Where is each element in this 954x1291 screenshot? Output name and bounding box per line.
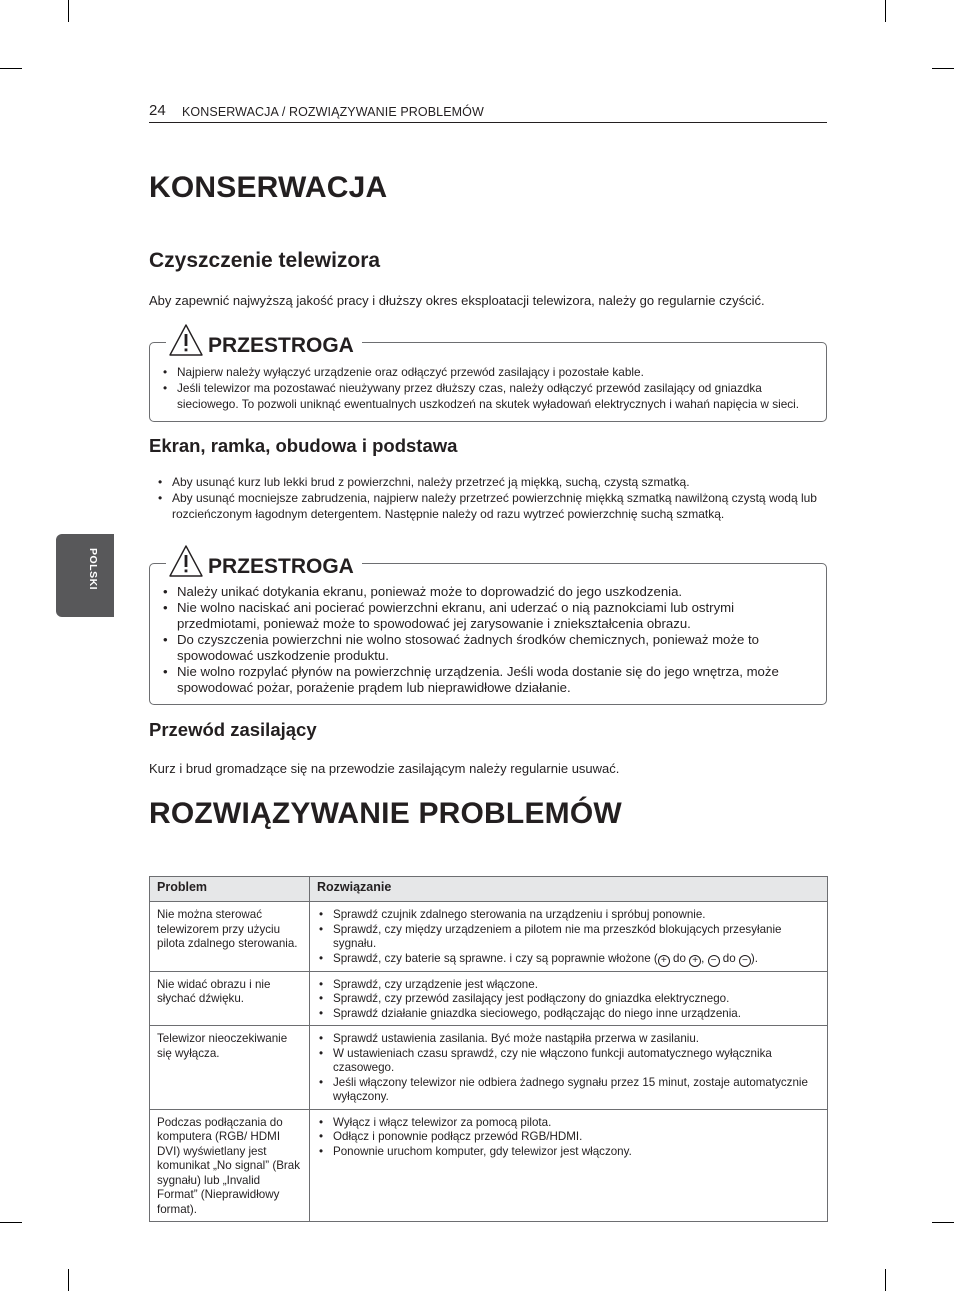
list-item: • Aby usunąć mocniejsze zabrudzenia, najpierw należy przetrzeć powierzchnię miękką szmatką nawilżoną czystą wodą lub rozcieńczonym łagodnym detergentem. Następnie należy od razu wytrzeć powierzchnię suchą szmatką. — [158, 490, 826, 522]
header-section-title: KONSERWACJA / ROZWIĄZYWANIE PROBLEMÓW — [182, 105, 484, 119]
list-item: • Jeśli włączony telewizor nie odbiera żadnego sygnału przez 15 minut, zostaje automatycznie wyłączony. — [317, 1076, 821, 1105]
list-item: • Do czyszczenia powierzchni nie wolno stosować żadnych środków chemicznych, ponieważ może to spowodować uszkodzenie produktu. — [163, 632, 813, 664]
caution-list-2 — [163, 584, 813, 696]
running-header — [149, 102, 827, 123]
table-row — [150, 1026, 828, 1110]
battery-text-to: do — [669, 951, 690, 965]
list-item: • Najpierw należy wyłączyć urządzenie oraz odłączyć przewód zasilający i pozostałe kable. — [163, 364, 823, 380]
list-item: • Nie wolno naciskać ani pocierać powierzchni ekranu, ani uderzać o nią paznokciami lub ostrymi przedmiotami, ponieważ może to spowodować jej zarysowanie i zniekształcenia obrazu. — [163, 600, 813, 632]
battery-text-before: Sprawdź, czy baterie są sprawne. i czy są poprawnie włożone ( — [333, 951, 658, 965]
caution-label-1: PRZESTROGA — [208, 334, 354, 357]
power-cord-text: Kurz i brud gromadzące się na przewodzie zasilającym należy regularnie usuwać. — [149, 761, 620, 776]
list-item: • Sprawdź czujnik zdalnego sterowania na urządzeniu i spróbuj ponownie. — [317, 908, 821, 923]
problem-cell: Telewizor nieoczekiwanie się wyłącza. — [150, 1026, 310, 1110]
language-tab-label: POLSKI — [87, 548, 99, 591]
caution-header-2 — [166, 544, 362, 578]
list-item: • Sprawdź działanie gniazdka sieciowego, podłączając do niego inne urządzenia. — [317, 1007, 821, 1022]
column-header-solution: Rozwiązanie — [310, 877, 828, 902]
list-item: • W ustawieniach czasu sprawdź, czy nie włączono funkcji automatycznego wyłącznika czasowego. — [317, 1047, 821, 1076]
caution-box-1 — [149, 334, 827, 422]
crop-mark — [0, 1222, 22, 1223]
cleaning-title: Czyszczenie telewizora — [149, 249, 381, 272]
list-item: • Aby usunąć kurz lub lekki brud z powierzchni, należy przetrzeć ją miękką, suchą, czystą szmatką. — [158, 474, 826, 490]
crop-mark — [932, 1222, 954, 1223]
table-header-row — [150, 877, 828, 902]
list-item: • Wyłącz i włącz telewizor za pomocą pilota. — [317, 1116, 821, 1131]
list-item: • Odłącz i ponownie podłącz przewód RGB/HDMI. — [317, 1130, 821, 1145]
list-item: • Sprawdź, czy urządzenie jest włączone. — [317, 978, 821, 993]
warning-icon — [168, 544, 204, 578]
list-item: • Nie wolno rozpylać płynów na powierzchnię urządzenia. Jeśli woda dostanie się do jego wnętrza, może spowodować pożar, porażenie prądem lub nieprawidłowe działanie. — [163, 664, 813, 696]
list-item: • Ponownie uruchom komputer, gdy telewizor jest włączony. — [317, 1145, 821, 1160]
cleaning-intro: Aby zapewnić najwyższą jakość pracy i dłuższy okres eksploatacji telewizora, należy go regularnie czyścić. — [149, 293, 765, 308]
language-tab — [56, 534, 114, 617]
screen-section-title: Ekran, ramka, obudowa i podstawa — [149, 435, 458, 456]
minus-icon: − — [708, 955, 720, 967]
crop-mark — [885, 1269, 886, 1291]
troubleshooting-title: ROZWIĄZYWANIE PROBLEMÓW — [149, 797, 622, 830]
solution-cell — [310, 1109, 828, 1222]
caution-list-1 — [163, 364, 823, 412]
crop-mark — [885, 0, 886, 22]
caution-header-1 — [166, 323, 362, 357]
crop-mark — [0, 68, 22, 69]
problem-cell: Nie widać obrazu i nie słychać dźwięku. — [150, 971, 310, 1026]
problem-cell: Nie można sterować telewizorem przy użyciu pilota zdalnego sterowania. — [150, 902, 310, 972]
crop-mark — [932, 68, 954, 69]
crop-mark — [68, 0, 69, 22]
list-item: • Jeśli telewizor ma pozostawać nieużywany przez dłuższy czas, należy odłączyć przewód zasilający od gniazdka sieciowego. To pozwoli uniknąć ewentualnych uszkodzeń na skutek wyładowań elektrycznych i wahań napięcia w sieci. — [163, 380, 823, 412]
list-item: • Sprawdź, czy przewód zasilający jest podłączony do gniazdka elektrycznego. — [317, 992, 821, 1007]
solution-cell — [310, 902, 828, 972]
battery-text-after: ). — [750, 951, 759, 965]
minus-icon: − — [739, 955, 751, 967]
list-item — [317, 952, 821, 967]
battery-text-sep: , — [701, 951, 708, 965]
warning-icon — [168, 323, 204, 357]
maintenance-title: KONSERWACJA — [149, 171, 388, 204]
page-number: 24 — [149, 102, 166, 119]
list-item: • Należy unikać dotykania ekranu, ponieważ może to doprowadzić do jego uszkodzenia. — [163, 584, 813, 600]
table-row — [150, 902, 828, 972]
solution-cell — [310, 971, 828, 1026]
caution-box-2 — [149, 555, 827, 705]
caution-label-2: PRZESTROGA — [208, 555, 354, 578]
plus-icon: + — [689, 955, 701, 967]
list-item: • Sprawdź ustawienia zasilania. Być może nastąpiła przerwa w zasilaniu. — [317, 1032, 821, 1047]
solution-cell — [310, 1026, 828, 1110]
table-row — [150, 971, 828, 1026]
problem-cell: Podczas podłączania do komputera (RGB/ HDMI DVI) wyświetlany jest komunikat „No signal” (Brak sygnału) lub „Invalid Format” (Nieprawidłowy format). — [150, 1109, 310, 1222]
plus-icon: + — [658, 955, 670, 967]
power-cord-title: Przewód zasilający — [149, 719, 317, 740]
table-row — [150, 1109, 828, 1222]
battery-text-to: do — [719, 951, 739, 965]
list-item: • Sprawdź, czy między urządzeniem a pilotem nie ma przeszkód blokujących przesyłanie sygnału. — [317, 923, 821, 952]
column-header-problem: Problem — [150, 877, 310, 902]
crop-mark — [68, 1269, 69, 1291]
screen-list — [158, 474, 826, 522]
troubleshooting-table — [149, 876, 828, 1222]
